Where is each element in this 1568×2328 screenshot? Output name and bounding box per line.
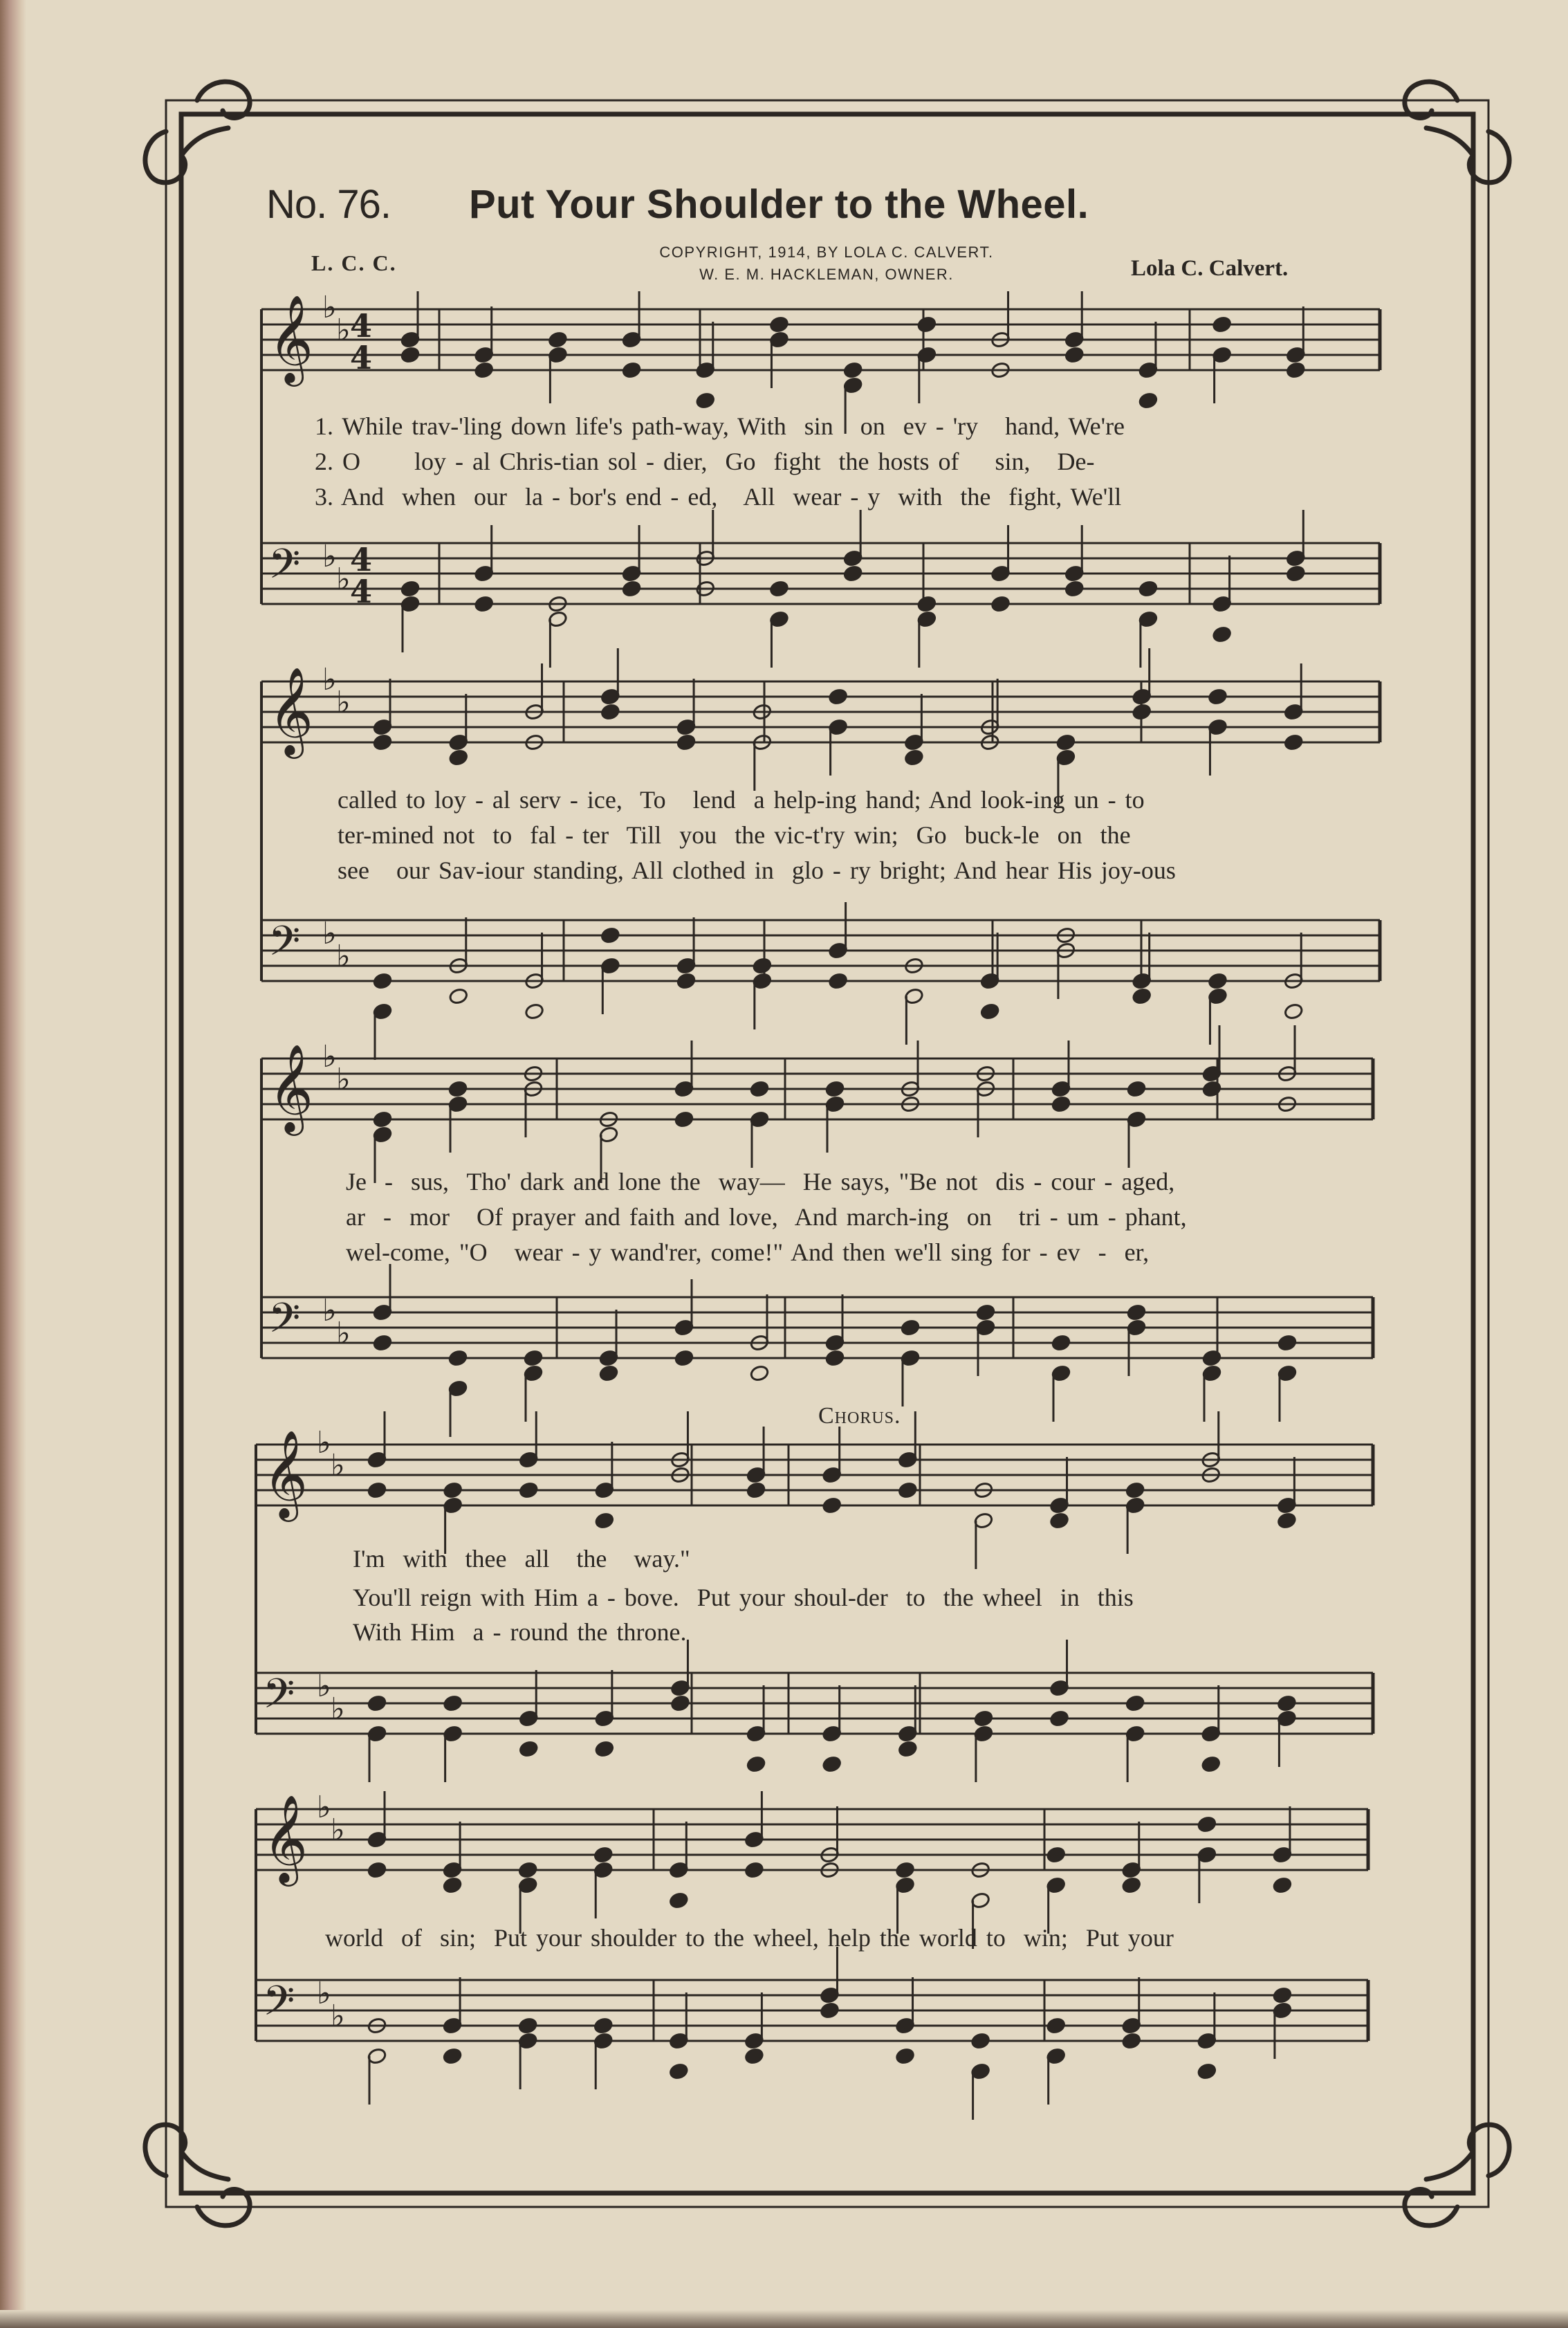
bass-clef: 𝄢 (268, 540, 301, 598)
treble-clef: 𝄞 (268, 294, 314, 383)
flat-sign: ♭ (336, 685, 351, 720)
note-head (1277, 1512, 1297, 1529)
note-head (828, 688, 848, 705)
system3-verse3-lyrics: wel-come, "O wear - y wand'rer, come!" And then we'll sing for - ev - er, (346, 1238, 1150, 1266)
flat-sign: ♭ (322, 662, 337, 697)
note-head (669, 1891, 689, 1909)
note-head (895, 1861, 915, 1878)
note-head (676, 972, 697, 989)
note-head (1125, 1694, 1145, 1712)
system4-chorus-lyrics: You'll reign with Him a - bove. Put your shoul-der to the wheel in this (353, 1584, 1134, 1611)
note-head (593, 1846, 614, 1863)
note-head (1064, 580, 1085, 597)
note-head (443, 1481, 463, 1498)
note-head (622, 361, 642, 378)
flat-sign: ♭ (317, 1669, 331, 1704)
note-head (750, 1080, 770, 1097)
time-signature-top: 4 (350, 307, 373, 345)
note-head (898, 1740, 918, 1757)
note-head (980, 1002, 1000, 1020)
note-head (594, 1512, 614, 1529)
note-head (373, 972, 393, 989)
note-head (825, 1349, 845, 1366)
note-head (1197, 1815, 1217, 1833)
treble-clef: 𝄞 (263, 1429, 308, 1518)
flat-sign: ♭ (322, 1039, 337, 1074)
time-signature-bottom: 4 (350, 339, 373, 376)
note-head (448, 1349, 468, 1366)
note-head (593, 2017, 614, 2034)
system3-verse1-lyrics: Je - sus, Tho' dark and lone the way— He says, "Be not dis - cour - aged, (346, 1168, 1175, 1195)
note-head (898, 1481, 918, 1498)
hymn-number: No. 76. (266, 182, 391, 227)
note-head (1273, 1986, 1293, 2004)
composer-name: Lola C. Calvert. (1131, 256, 1289, 281)
system2-verse2-lyrics: ter-mined not to fal - ter Till you the vic-t'ry win; Go buck-le on the (338, 821, 1131, 849)
note-head (769, 580, 789, 597)
note-head (400, 580, 421, 597)
copyright-line: COPYRIGHT, 1914, BY LOLA C. CALVERT. (659, 244, 994, 261)
note-head (443, 2047, 463, 2064)
note-head (843, 361, 863, 378)
note-head (752, 957, 772, 974)
note-head (367, 1861, 387, 1878)
note-head (1125, 1481, 1145, 1498)
note-head (990, 595, 1011, 612)
system1-verse3-lyrics: 3. And when our la - bor's end - ed, All wear - y with the fight, We'll (315, 483, 1122, 511)
note-head (1286, 361, 1306, 378)
note-head (974, 1710, 994, 1727)
note-head (1049, 1710, 1069, 1727)
note-head (674, 1349, 694, 1366)
note-head (373, 1110, 393, 1128)
system3-verse2-lyrics: ar - mor Of prayer and faith and love, And march-ing on tri - um - phant, (346, 1203, 1187, 1231)
flat-sign: ♭ (317, 1790, 331, 1825)
note-head (443, 1876, 463, 1894)
note-head (1212, 315, 1232, 333)
note-head (1132, 703, 1152, 720)
note-head (1127, 1303, 1147, 1321)
flat-sign: ♭ (317, 1425, 331, 1460)
note-head (1051, 1334, 1071, 1351)
note-head (1202, 1349, 1222, 1366)
note-head (1208, 972, 1228, 989)
note-head (976, 1303, 996, 1321)
note-head (820, 2001, 840, 2019)
note-head (1121, 2032, 1141, 2049)
flat-sign: ♭ (322, 916, 337, 951)
note-head (524, 1002, 544, 1020)
note-head (474, 595, 494, 612)
system1-verse2-lyrics: 2. O loy - al Chris-tian sol - dier, Go fight the hosts of sin, De- (315, 448, 1095, 475)
flat-sign: ♭ (336, 1316, 351, 1351)
note-head (676, 733, 697, 751)
note-head (1284, 733, 1304, 751)
note-head (822, 1755, 842, 1772)
note-head (1138, 580, 1159, 597)
note-head (1278, 1334, 1298, 1351)
note-head (1202, 1080, 1222, 1097)
note-head (669, 2062, 689, 2080)
note-head (901, 1319, 921, 1336)
note-head (622, 580, 642, 597)
note-head (916, 315, 937, 333)
note-head (373, 1334, 393, 1351)
note-head (1212, 625, 1232, 643)
note-head (1208, 688, 1228, 705)
copyright-owner-line: W. E. M. HACKLEMAN, OWNER. (699, 266, 954, 283)
note-head (519, 1740, 539, 1757)
note-head (1046, 2017, 1066, 2034)
time-signature-bottom: 4 (350, 573, 373, 610)
flat-sign: ♭ (322, 539, 337, 574)
note-head (448, 987, 468, 1005)
note-head (367, 1481, 387, 1498)
note-head (1121, 1876, 1141, 1894)
note-head (1284, 1002, 1304, 1020)
note-head (746, 1755, 766, 1772)
note-head (674, 1110, 694, 1128)
system4-verse1-lyrics: I'm with thee all the way." (353, 1545, 690, 1573)
note-head (916, 595, 937, 612)
note-head (822, 1496, 842, 1514)
note-head (373, 733, 393, 751)
note-head (1138, 392, 1159, 409)
note-head (474, 361, 494, 378)
note-head (746, 1481, 766, 1498)
flat-sign: ♭ (336, 939, 351, 974)
flat-sign: ♭ (331, 1813, 345, 1848)
note-head (1056, 733, 1076, 751)
flat-sign: ♭ (322, 290, 337, 325)
lyricist-initials: L. C. C. (311, 250, 397, 275)
note-head (518, 1861, 538, 1878)
bass-clef: 𝄢 (268, 1294, 301, 1352)
note-head (828, 972, 848, 989)
note-head (548, 331, 568, 348)
flat-sign: ♭ (331, 1999, 345, 2034)
note-head (695, 392, 715, 409)
note-head (600, 926, 620, 944)
system1-verse1-lyrics: 1. While trav-'ling down life's path-way, With sin on ev - 'ry hand, We're (315, 412, 1125, 440)
note-head (744, 2047, 764, 2064)
bass-clef: 𝄢 (263, 1669, 295, 1727)
note-head (367, 1694, 387, 1712)
flat-sign: ♭ (336, 313, 351, 348)
flat-sign: ♭ (331, 1448, 345, 1483)
note-head (895, 2047, 915, 2064)
system2-verse1-lyrics: called to loy - al serv - ice, To lend a help-ing hand; And look-ing un - to (338, 786, 1145, 814)
flat-sign: ♭ (322, 1293, 337, 1328)
time-signature-top: 4 (350, 541, 373, 578)
note-head (448, 1080, 468, 1097)
note-head (1049, 1512, 1069, 1529)
note-head (1201, 1755, 1221, 1772)
note-head (1051, 1095, 1071, 1112)
hymn-title: Put Your Shoulder to the Wheel. (469, 182, 1089, 227)
bass-clef: 𝄢 (268, 917, 301, 975)
treble-clef: 𝄞 (263, 1794, 308, 1882)
bass-clef: 𝄢 (263, 1977, 295, 2035)
note-head (744, 1861, 764, 1878)
note-head (448, 749, 468, 766)
system4-verse3-lyrics: With Him a - round the throne. (353, 1618, 687, 1646)
system2-verse3-lyrics: see our Sav-iour standing, All clothed in glo - ry bright; And hear His joy-ous (338, 856, 1176, 884)
system5-chorus-lyrics: world of sin; Put your shoulder to the wheel, help the world to win; Put your (325, 1924, 1174, 1952)
flat-sign: ♭ (331, 1692, 345, 1727)
note-head (524, 1349, 544, 1366)
note-head (518, 2017, 538, 2034)
note-head (594, 1740, 614, 1757)
note-head (400, 346, 421, 363)
note-head (1127, 1080, 1147, 1097)
note-head (843, 565, 863, 582)
note-head (904, 749, 924, 766)
note-head (519, 1481, 539, 1498)
flat-sign: ♭ (336, 562, 351, 597)
note-head (970, 2032, 990, 2049)
note-head (1064, 346, 1085, 363)
flat-sign: ♭ (336, 1062, 351, 1097)
note-head (1273, 1876, 1293, 1894)
note-head (1046, 1846, 1066, 1863)
note-head (1277, 1694, 1297, 1712)
treble-clef: 𝄞 (268, 1043, 314, 1132)
treble-clef: 𝄞 (268, 666, 314, 755)
note-head (1197, 2062, 1217, 2080)
note-head (670, 1694, 690, 1712)
flat-sign: ♭ (317, 1976, 331, 2011)
note-head (750, 1364, 770, 1382)
note-head (443, 1694, 463, 1712)
note-head (1286, 565, 1306, 582)
note-head (599, 1364, 619, 1382)
note-head (600, 703, 620, 720)
chorus-label: Chorus. (818, 1403, 901, 1429)
note-head (825, 1080, 845, 1097)
note-head (769, 315, 789, 333)
note-head (1132, 987, 1152, 1005)
